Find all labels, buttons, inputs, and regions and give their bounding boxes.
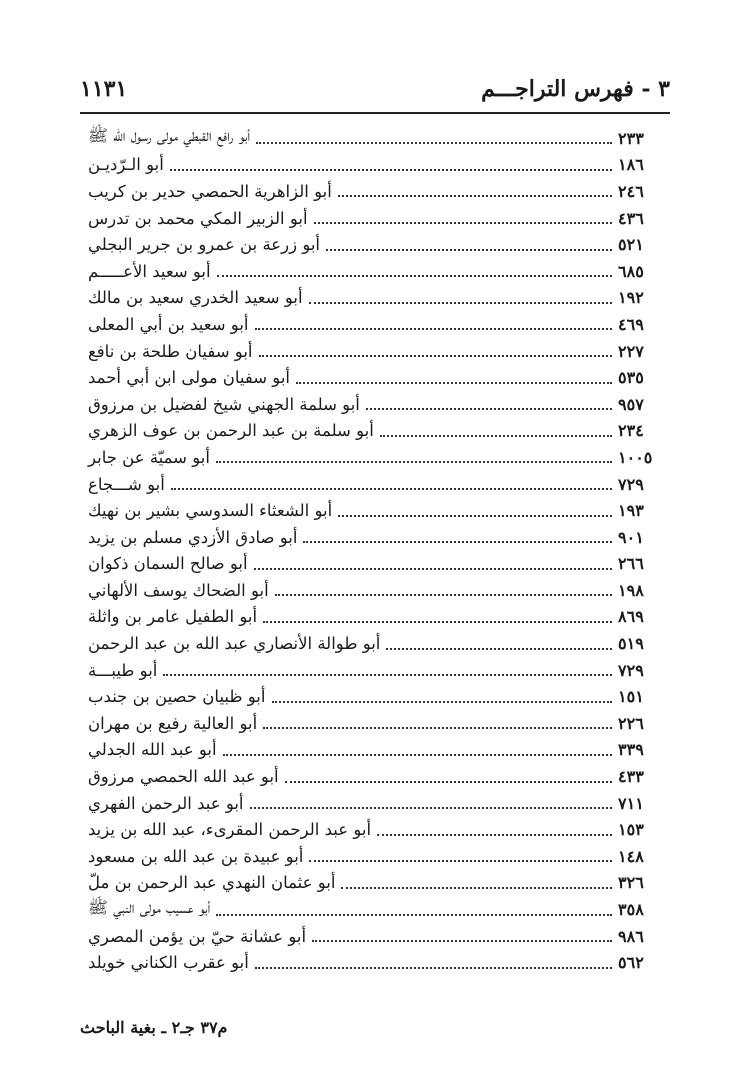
entry-page-number: ٥٦٢ xyxy=(618,953,644,973)
dot-leader xyxy=(296,382,612,384)
dot-leader xyxy=(341,887,612,889)
index-entry xyxy=(82,843,670,870)
entry-name: أبو زرعة بن عمرو بن جرير البجلي xyxy=(88,235,321,255)
entry-page-number: ٢٦٦ xyxy=(618,554,644,574)
index-entry xyxy=(82,444,670,471)
index-entry xyxy=(82,790,670,817)
dot-leader xyxy=(272,701,613,703)
entry-name: أبو سعيد الخدري سعيد بن مالك xyxy=(88,288,303,308)
index-entry xyxy=(82,152,670,179)
dot-leader xyxy=(326,249,612,251)
header-rule xyxy=(80,112,670,114)
entry-page-number: ٣٣٩ xyxy=(618,740,644,760)
index-entry xyxy=(82,524,670,551)
index-entry xyxy=(82,737,670,764)
entry-name: أبو عشانة حيّ بن يؤمن المصري xyxy=(88,926,307,946)
dot-leader xyxy=(314,222,612,224)
entry-name: أبو عبد الله الجدلي xyxy=(88,740,217,760)
entry-page-number: ١٩٢ xyxy=(618,288,644,308)
entry-name: أبو سعيد بن أبي المعلى xyxy=(88,314,249,334)
entry-name: أبو سلمة الجهني شيخ لفضيل بن مرزوق xyxy=(88,394,360,414)
entry-page-number: ١٨٦ xyxy=(618,155,644,175)
entry-name: أبو الطفيل عامر بن واثلة xyxy=(88,607,258,627)
entry-name: أبو الشعثاء السدوسي بشير بن نهيك xyxy=(88,501,333,521)
index-entry xyxy=(82,683,670,710)
entry-page-number: ٨٦٩ xyxy=(618,607,644,627)
dot-leader xyxy=(250,807,612,809)
entry-page-number: ٥٣٥ xyxy=(618,368,644,388)
entry-name: أبو الزاهرية الحمصي حدير بن كريب xyxy=(88,181,332,201)
entry-name: أبو عبد الرحمن المقرىء، عبد الله بن يزيد xyxy=(88,820,372,840)
entry-page-number: ٧٢٩ xyxy=(618,474,644,494)
dot-leader xyxy=(377,834,612,836)
index-entry xyxy=(82,178,670,205)
index-entry xyxy=(82,763,670,790)
entry-name: أبو شـــجاع xyxy=(88,474,165,494)
entry-name: أبو العالية رفيع بن مهران xyxy=(88,713,258,733)
index-entry xyxy=(82,896,670,923)
entry-name: أبو الضحاك يوسف الألهاني xyxy=(88,580,269,600)
section-title: ٣ - فهرس التراجـــم xyxy=(481,76,670,102)
entry-page-number: ١٤٨ xyxy=(618,846,644,866)
entry-name: أبو سفيان طلحة بن نافع xyxy=(88,341,253,361)
biography-index-list xyxy=(82,125,670,976)
entry-page-number: ٣٢٦ xyxy=(618,873,644,893)
dot-leader xyxy=(309,860,612,862)
entry-page-number: ٧١١ xyxy=(618,793,644,813)
dot-leader xyxy=(217,275,612,277)
dot-leader xyxy=(170,169,612,171)
entry-page-number: ٤٣٣ xyxy=(618,767,644,787)
entry-page-number: ٦٨٥ xyxy=(618,261,644,281)
dot-leader xyxy=(216,461,612,463)
index-entry xyxy=(82,364,670,391)
dot-leader xyxy=(223,754,612,756)
dot-leader xyxy=(338,195,612,197)
index-entry xyxy=(82,391,670,418)
page-number: ١١٣١ xyxy=(80,76,128,102)
entry-page-number: ١٥١ xyxy=(618,687,644,707)
dot-leader xyxy=(309,302,612,304)
index-entry xyxy=(82,870,670,897)
entry-page-number: ٥٢١ xyxy=(618,235,644,255)
index-entry xyxy=(82,630,670,657)
dot-leader xyxy=(263,621,612,623)
dot-leader xyxy=(256,142,612,144)
index-entry xyxy=(82,577,670,604)
dot-leader xyxy=(312,940,612,942)
dot-leader xyxy=(171,488,612,490)
dot-leader xyxy=(255,328,612,330)
dot-leader xyxy=(386,648,612,650)
dot-leader xyxy=(216,914,612,916)
entry-name: أبو الزبير المكي محمد بن تدرس xyxy=(88,208,308,228)
index-entry xyxy=(82,551,670,578)
index-entry xyxy=(82,205,670,232)
entry-page-number: ٤٦٩ xyxy=(618,314,644,334)
index-entry xyxy=(82,657,670,684)
page-header xyxy=(80,72,670,106)
entry-name: أبو سميّة عن جابر xyxy=(88,447,210,467)
entry-name: أبو سلمة بن عبد الرحمن بن عوف الزهري xyxy=(88,421,374,441)
entry-page-number: ٢٢٦ xyxy=(618,713,644,733)
entry-name: أبو عبد الله الحمصي مرزوق xyxy=(88,767,279,787)
entry-name: أبو صادق الأزدي مسلم بن يزيد xyxy=(88,527,298,547)
entry-name: أبو سعيد الأعـــــم xyxy=(88,261,211,281)
entry-page-number: ١٩٨ xyxy=(618,580,644,600)
dot-leader xyxy=(263,727,612,729)
index-entry xyxy=(82,231,670,258)
entry-page-number: ١٠٠٥ xyxy=(618,447,653,467)
entry-page-number: ٢٢٧ xyxy=(618,341,644,361)
index-entry xyxy=(82,949,670,976)
index-entry xyxy=(82,258,670,285)
index-entry xyxy=(82,125,670,152)
index-entry xyxy=(82,497,670,524)
entry-name: أبو سفيان مولى ابن أبي أحمد xyxy=(88,368,291,388)
dot-leader xyxy=(285,781,612,783)
dot-leader xyxy=(380,435,612,437)
entry-name: أبو عثمان النهدي عبد الرحمن بن ملّ xyxy=(88,873,336,893)
dot-leader xyxy=(254,568,612,570)
page-footer: م٣٧ جـ٢ ـ بغية الباحث xyxy=(80,1018,228,1037)
dot-leader xyxy=(303,541,612,543)
index-entry xyxy=(82,285,670,312)
entry-name: أبو الـرّديـن xyxy=(88,155,164,175)
index-entry xyxy=(82,418,670,445)
index-entry xyxy=(82,338,670,365)
entry-page-number: ٤٣٦ xyxy=(618,208,644,228)
dot-leader xyxy=(275,594,612,596)
dot-leader xyxy=(366,408,612,410)
entry-name: أبو رافع القبطي مولى رسول الله ﷺ xyxy=(88,126,251,146)
entry-page-number: ٩٥٧ xyxy=(618,394,644,414)
index-entry xyxy=(82,816,670,843)
dot-leader xyxy=(255,967,612,969)
entry-name: أبو عبيدة بن عبد الله بن مسعود xyxy=(88,846,304,866)
dot-leader xyxy=(338,515,612,517)
index-entry xyxy=(82,311,670,338)
entry-page-number: ٧٢٩ xyxy=(618,660,644,680)
dot-leader xyxy=(163,674,612,676)
entry-page-number: ١٥٣ xyxy=(618,820,644,840)
entry-page-number: ٥١٩ xyxy=(618,634,644,654)
index-entry xyxy=(82,710,670,737)
entry-name: أبو ظبيان حصين بن جندب xyxy=(88,687,266,707)
entry-name: أبو عسيب مولى النبي ﷺ xyxy=(88,897,211,917)
index-entry xyxy=(82,604,670,631)
entry-name: أبو صالح السمان ذكوان xyxy=(88,554,248,574)
index-entry xyxy=(82,471,670,498)
entry-name: أبو عبد الرحمن الفهري xyxy=(88,793,244,813)
entry-page-number: ٣٥٨ xyxy=(618,900,644,920)
entry-name: أبو طيبـــة xyxy=(88,660,158,680)
dot-leader xyxy=(259,355,612,357)
entry-name: أبو طوالة الأنصاري عبد الله بن عبد الرحمن xyxy=(88,634,381,654)
entry-name: أبو عقرب الكناني خويلد xyxy=(88,953,249,973)
entry-page-number: ٩٨٦ xyxy=(618,926,644,946)
entry-page-number: ٢٤٦ xyxy=(618,181,644,201)
index-entry xyxy=(82,923,670,950)
entry-page-number: ٢٣٤ xyxy=(618,421,644,441)
entry-page-number: ٢٣٣ xyxy=(618,128,644,148)
entry-page-number: ١٩٣ xyxy=(618,501,644,521)
entry-page-number: ٩٠١ xyxy=(618,527,644,547)
